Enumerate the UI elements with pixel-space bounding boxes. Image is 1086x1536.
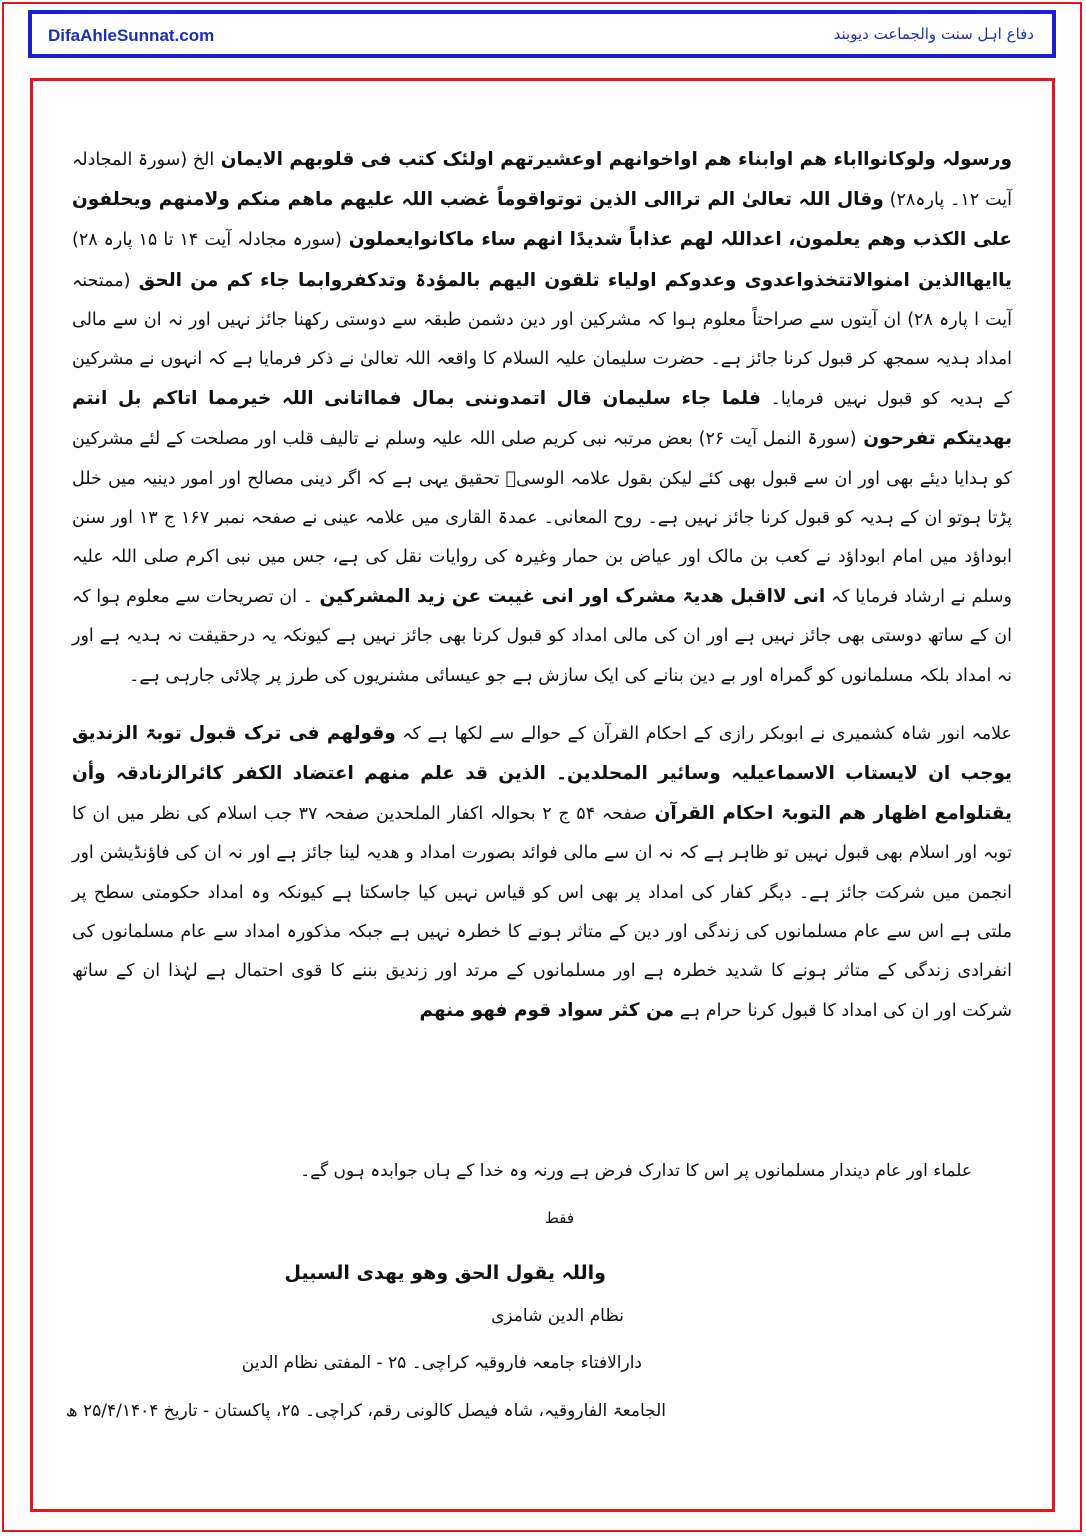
arabic-quote: انی لااقبل ھدیۃ مشرک اور انی غیبت عن زید المشرکین — [312, 586, 826, 608]
urdu-text: علامہ انور شاہ کشمیری نے ابوبکر رازی کے احکام القرآن کے حوالے سے لکھا ہے کہ — [395, 723, 1012, 744]
closing-faqat: فقط — [545, 1209, 574, 1227]
paragraph-1 — [72, 140, 1012, 696]
closing-duty: علماء اور عام دیندار مسلمانوں پر اس کا تدارک فرض ہے ورنہ وہ خدا کے ہاں جوابدہ ہوں گے۔ — [300, 1161, 972, 1181]
signer-address-date: الجامعۃ الفاروقیہ، شاہ فیصل کالونی رقم، کراچی۔ ۲۵، پاکستان - تاریخ ۲۵/۴/۱۴۰۴ ھ — [65, 1401, 666, 1421]
arabic-quote: وقال اللہ تعالیٰ الم تراالی الذین توتواقوماً غضب اللہ علیھم ماھم منکم ولامنھم ویحلفون علی الکذب وھم یعلمون، اعداللہ لھم عذاباً شدیدًا انھم ساء ماکانوایعملون — [72, 189, 1012, 251]
header-bar — [28, 10, 1056, 58]
urdu-text: صفحہ ۵۴ ج ۲ بحوالہ اکفار الملحدین صفحہ ۳۷ جب اسلام کی نظر میں ان کا توبہ اور اسلام بھی قبول نہیں تو ظاہر ہے کہ نہ ان سے مالی فوائد بصورت امداد و ھدیہ لینا جائز ہے اور نہ ان کی فاؤنڈیشن اور انجمن میں شرکت جائز ہے۔ دیگر کفار کی امداد پر بھی اس کو قیاس نہیں کیا جاسکتا ہے کیونکہ وہ امداد حکومتی سطح پر ملتی ہے اس سے عام مسلمانوں کی زندگی اور دین کے متاثر ہونے کا خطرہ نہیں ہے جبکہ مذکورہ امداد سے عام مسلمانوں کی انفرادی زندگی کے متاثر ہونے کا شدید خطرہ ہے اور مسلمانوں کے مرتد اور زندیق بننے کا قوی احتمال ہے لہٰذا ان کے ساتھ شرکت اور ان کی امداد کا قبول کرنا حرام ہے — [72, 804, 1012, 1022]
arabic-quote: فلما جاء سلیمان قال اتمدوننی بمال فمااتانی اللہ خیرمما اتاکم بل انتم بھدیتکم تفرحون — [72, 388, 1013, 450]
closing-dua: واللہ یقول الحق وھو یھدی السبیل — [284, 1262, 606, 1284]
urdu-text: (سورۃ النمل آیت ۲۶) بعض مرتبہ نبی کریم صلی اللہ علیہ وسلم نے تالیف قلب اور مصلحت کے لئے مشرکین کو ہدایا دیئے بھی اور ان سے قبول بھی کئے لیکن بقول علامہ الوسیؒ تحقیق یہی ہے کہ اگر دینی مصالح اور امور دینیہ میں خلل پڑتا ہوتو ان کے ہدیہ کو قبول کرنا جائز نہیں ہے۔ روح المعانی۔ عمدۃ القاری میں علامہ عینی نے صفحہ نمبر ۱۶۷ ج ۱۳ اور سنن ابوداؤد میں امام ابوداؤد نے کعب بن مالک اور عیاض بن حمار وغیرہ کی روایات نقل کی ہے، جس میں نبی اکرم صلی اللہ علیہ وسلم نے ارشاد فرمایا کہ — [72, 429, 1013, 608]
urdu-text: (سورہ مجادلہ آیت ۱۴ تا ۱۵ پارہ ۲۸) — [72, 230, 342, 251]
signer-office: دارالافتاء جامعہ فاروقیہ کراچی۔ ۲۵ - المفتی نظام الدین — [241, 1353, 642, 1373]
arabic-quote: وقولھم فی ترک قبول توبۃ الزندیق یوجب ان لایستاب الاسماعیلیہ وسائیر المحلدین۔ الذین قد علم منھم اعتضاد الکفر کائرالزنادقہ وأن یقتلوامع اظھار ھم التوبۃ احکام القرآن — [72, 722, 1013, 825]
paragraph-2 — [72, 714, 1012, 1032]
urdu-text: (ممتحنہ آیت ا پارہ ۲۸) ان آیتوں سے صراحتاً معلوم ہوا کہ مشرکین اور دین دشمن طبقہ سے دوستی رکھنا جائز نہیں اور نہ ان سے مالی امداد ہدیہ سمجھ کر قبول کرنا جائز ہے۔ حضرت سلیمان علیہ السلام کا واقعہ اللہ تعالیٰ نے ذکر فرمایا ہے کہ انہوں نے مشرکین کے ہدیہ کو قبول نہیں فرمایا۔ — [72, 270, 1013, 410]
arabic-quote: ورسولہ ولوکانوااباء ھم اوابناء ھم اواخوانھم اوعشیرتھم اولئک کتب فی قلوبھم الایمان — [214, 149, 1012, 170]
site-name-link[interactable]: DifaAhleSunnat.com — [48, 26, 215, 45]
fatwa-body — [72, 140, 1012, 1031]
signer-name: نظام الدین شامزی — [491, 1306, 624, 1326]
urdu-text: الخ (سورۃ المجادلہ آیت ۱۲۔ پارہ۲۸) — [72, 150, 1012, 211]
header-urdu-title: دفاع اہل سنت والجماعت دیوبند — [833, 25, 1034, 43]
urdu-text: ۔ ان تصریحات سے معلوم ہوا کہ ان کے ساتھ دوستی بھی جائز نہیں ہے اور ان کی مالی امداد کو قبول کرنا بھی جائز نہیں ہے کیونکہ یہ درحقیقت نہ ہدیہ ہے اور نہ امداد بلکہ مسلمانوں کو گمراہ اور بے دین بنانے کی ایک سازش ہے جو عیسائی مشنریوں کی طرز پر چلائی جارہی ہے۔ — [72, 587, 1012, 686]
arabic-quote: من کثر سواد قوم فھو منھم — [419, 1000, 675, 1022]
arabic-quote: یاایھاالذین امنوالاتتخذواعدوی وعدوکم اولیاء تلقون الیھم بالمؤدۃ وتدکفروابما جاء کم من الحق — [130, 269, 1012, 291]
